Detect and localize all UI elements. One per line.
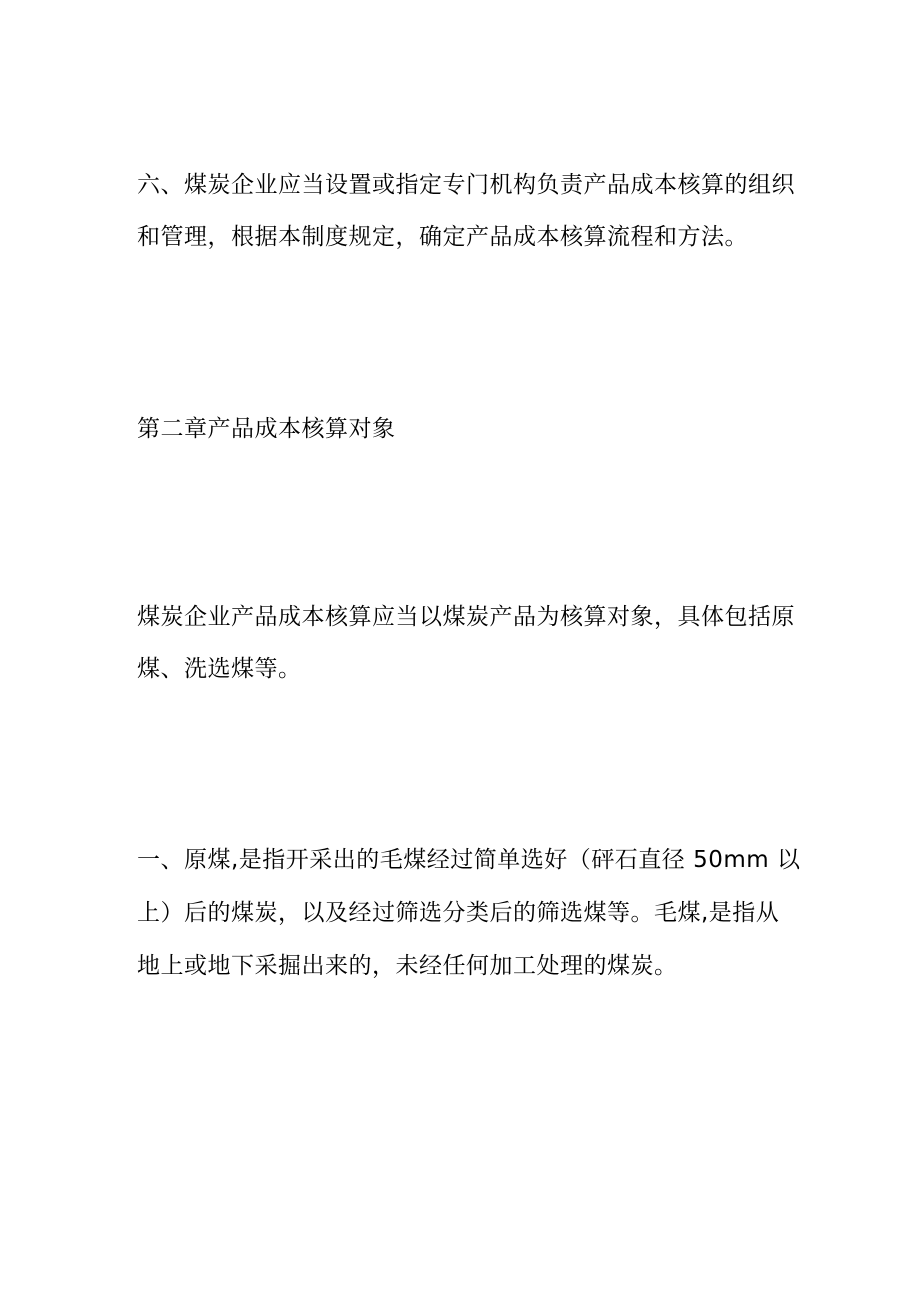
paragraph-line: 和管理，根据本制度规定，确定产品成本核算流程和方法。: [137, 224, 748, 250]
chapter-intro-paragraph: [137, 604, 795, 682]
chapter-heading: [137, 418, 787, 441]
section-6-paragraph: [137, 172, 795, 250]
paragraph-line: 地上或地下采掘出来的，未经任何加工处理的煤炭。: [137, 953, 678, 979]
paragraph-line: 煤、洗选煤等。: [137, 656, 302, 682]
paragraph-line: 煤炭企业产品成本核算应当以煤炭产品为核算对象，具体包括原: [137, 604, 795, 630]
paragraph-line: 六、煤炭企业应当设置或指定专门机构负责产品成本核算的组织: [137, 172, 795, 198]
paragraph-line: 上）后的煤炭，以及经过筛选分类后的筛选煤等。毛煤,是指从: [137, 900, 780, 926]
item-1-paragraph: [137, 847, 801, 979]
chapter-title: 第二章产品成本核算对象: [137, 416, 396, 442]
paragraph-line: 一、原煤,是指开采出的毛煤经过简单选好（砰石直径 50mm 以: [137, 847, 801, 873]
